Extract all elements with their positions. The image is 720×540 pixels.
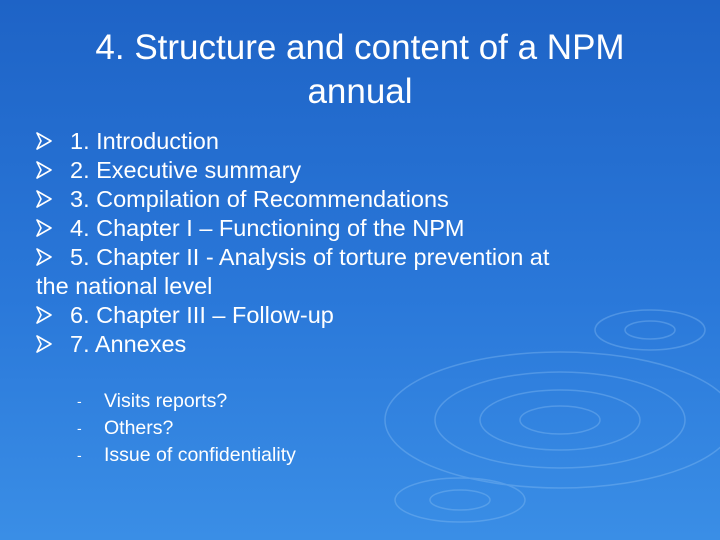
- bullet-item: [36, 330, 686, 359]
- sub-bullet-item: [77, 388, 577, 415]
- sub-bullet-text: Others?: [104, 417, 174, 439]
- slide-title: [20, 26, 700, 114]
- bullet-text: 7. Annexes: [70, 331, 187, 357]
- sub-bullet-list: [77, 388, 577, 469]
- bullet-item: [36, 156, 686, 185]
- bullet-item: [36, 243, 686, 301]
- arrowhead-bullet-icon: [36, 335, 52, 353]
- bullet-text-line-1: 5. Chapter II - Analysis of torture prevention at: [70, 244, 550, 270]
- arrowhead-bullet-icon: [36, 248, 52, 266]
- dash-marker: -: [77, 420, 82, 436]
- dash-marker: -: [77, 447, 82, 463]
- bullet-item: [36, 185, 686, 214]
- bullet-text: 2. Executive summary: [70, 157, 302, 183]
- arrowhead-bullet-icon: [36, 306, 52, 324]
- sub-bullet-text: Issue of confidentiality: [104, 444, 296, 466]
- bullet-item: [36, 214, 686, 243]
- bullet-text: 3. Compilation of Recommendations: [70, 186, 449, 212]
- arrowhead-bullet-icon: [36, 132, 52, 150]
- bullet-text: 4. Chapter I – Functioning of the NPM: [70, 215, 465, 241]
- bullet-item: [36, 127, 686, 156]
- sub-bullet-text: Visits reports?: [104, 390, 228, 412]
- arrowhead-bullet-icon: [36, 219, 52, 237]
- title-line-1: 4. Structure and content of a NPM: [95, 28, 625, 67]
- bullet-text: 1. Introduction: [70, 128, 219, 154]
- sub-bullet-item: [77, 442, 577, 469]
- title-line-2: annual: [307, 72, 413, 111]
- bullet-text-line-2: the national level: [36, 273, 213, 299]
- arrowhead-bullet-icon: [36, 190, 52, 208]
- bullet-text: 6. Chapter III – Follow-up: [70, 302, 334, 328]
- dash-marker: -: [77, 393, 82, 409]
- arrowhead-bullet-icon: [36, 161, 52, 179]
- bullet-item: [36, 301, 686, 330]
- bullet-list: [36, 127, 686, 359]
- sub-bullet-item: [77, 415, 577, 442]
